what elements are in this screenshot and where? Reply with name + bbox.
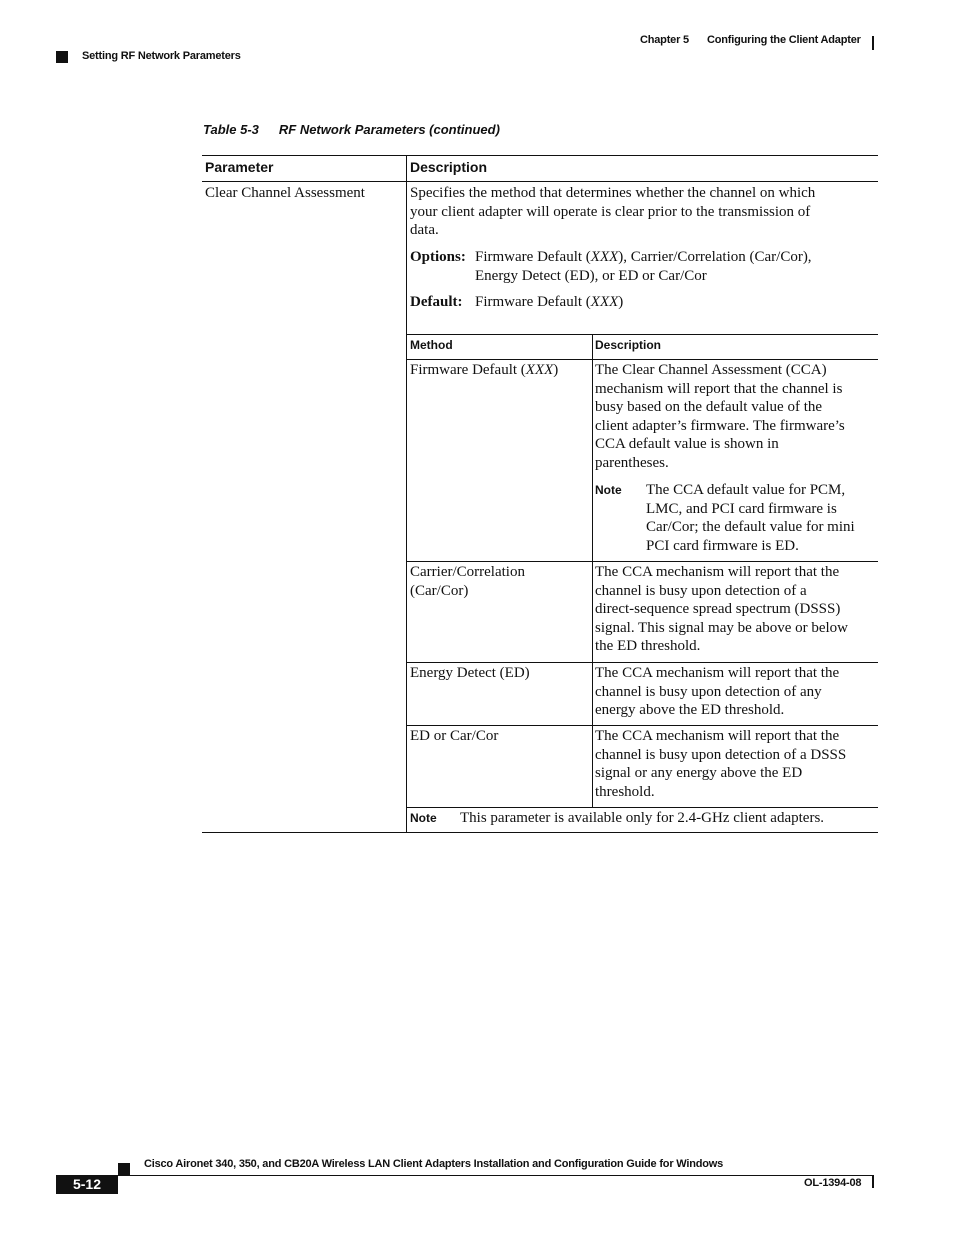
header-chapter-title: Configuring the Client Adapter <box>707 34 861 46</box>
parameter-description <box>410 184 815 240</box>
description-line: your client adapter will operate is clear prior to the transmission of <box>410 203 811 220</box>
footer-rule-end <box>872 1175 874 1188</box>
note-label: Note <box>595 483 622 497</box>
method-energy-detect: Energy Detect (ED) <box>410 665 530 681</box>
final-note-text: This parameter is available only for 2.4-GHz client adapters. <box>460 810 825 826</box>
final-note-label: Note <box>410 811 437 825</box>
table-top-rule <box>202 155 878 156</box>
subtable-header-description: Description <box>595 338 662 352</box>
subtable-bottom-rule <box>407 807 878 808</box>
options-label: Options: <box>410 249 466 265</box>
method-description: The CCA mechanism will report that the channel is busy upon detection of any energy above the ED threshold. <box>595 665 840 719</box>
description-line: Specifies the method that determines whether the channel on which <box>410 185 816 201</box>
table-header-rule <box>202 181 878 182</box>
subtable-top-rule <box>407 334 878 335</box>
method-description: The CCA mechanism will report that the channel is busy upon detection of a DSSS signal or any energy above the ED threshold. <box>595 728 847 800</box>
header-marker <box>56 51 68 63</box>
subtable-row-rule <box>407 561 878 562</box>
header-section: Setting RF Network Parameters <box>82 50 241 62</box>
header-chapter: Chapter 5 <box>640 34 689 46</box>
subtable-header-method: Method <box>410 338 453 352</box>
method-description: The Clear Channel Assessment (CCA) mechanism will report that the channel is busy based on the default value of the client adapter’s firmware. The firmware’s CCA default value is shown in parentheses. <box>595 362 845 471</box>
footer-marker <box>118 1163 130 1175</box>
subtable-row-rule <box>407 662 878 663</box>
options-value: Firmware Default (XXX), Carrier/Correlation (Car/Cor), Energy Detect (ED), or ED or Car/Cor <box>475 249 812 284</box>
footer-doc-number: OL-1394-08 <box>804 1177 862 1189</box>
default-label: Default: <box>410 294 463 310</box>
footer-guide-title: Cisco Aironet 340, 350, and CB20A Wireless LAN Client Adapters Installation and Configuration Guide for Windows <box>144 1158 724 1170</box>
default-value: Firmware Default (XXX) <box>475 294 624 310</box>
method-firmware-default: Firmware Default (XXX) <box>410 362 559 378</box>
method-description: The CCA mechanism will report that the channel is busy upon detection of a direct-sequence spread spectrum (DSSS) signal. This signal may be above or below the ED threshold. <box>595 564 849 655</box>
column-header-parameter: Parameter <box>205 159 274 175</box>
subtable-column-divider <box>592 334 593 807</box>
subtable-row-rule <box>407 725 878 726</box>
header-rule <box>872 36 874 50</box>
footer-rule <box>118 1175 874 1176</box>
column-header-description: Description <box>410 159 488 175</box>
subtable-header-rule <box>407 359 878 360</box>
page-number: 5-12 <box>56 1175 118 1194</box>
table-bottom-rule <box>202 832 878 833</box>
description-line: data. <box>410 222 439 239</box>
table-caption-title: RF Network Parameters (continued) <box>278 122 500 137</box>
table-caption <box>203 122 500 137</box>
note-text: The CCA default value for PCM, LMC, and PCI card firmware is Car/Cor; the default value for mini PCI card firmware is ED. <box>646 482 855 554</box>
method-carrier-correlation: Carrier/Correlation (Car/Cor) <box>410 564 525 599</box>
method-ed-or-car-cor: ED or Car/Cor <box>410 728 499 744</box>
table-caption-number: Table 5-3 <box>203 122 259 137</box>
parameter-name: Clear Channel Assessment <box>205 185 365 201</box>
table-column-divider <box>406 155 407 832</box>
